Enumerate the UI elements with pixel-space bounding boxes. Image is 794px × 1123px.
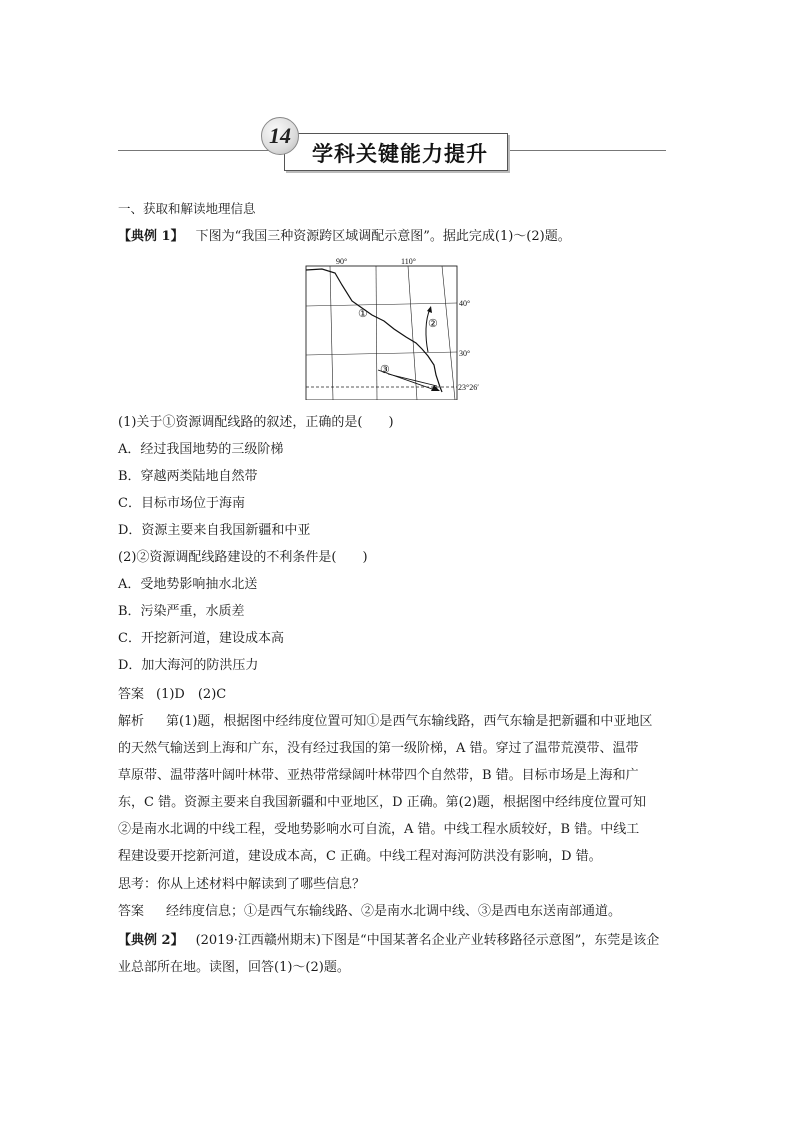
- coastline: [306, 269, 442, 392]
- q1-stem: (1)关于①资源调配线路的叙述，正确的是( ): [118, 415, 394, 430]
- route-label-2: ②: [428, 318, 438, 330]
- lat-label-40: 40°: [459, 299, 471, 308]
- analysis-line: 程建设要开挖新河道，建设成本高，C 正确。中线工程对海河防洪没有影响，D 错。: [118, 849, 602, 864]
- lon-label-110: 110°: [401, 257, 416, 266]
- header-rule-left: [118, 150, 286, 151]
- analysis-label: 解析: [118, 714, 145, 729]
- q2-stem: (2)②资源调配线路建设的不利条件是( ): [118, 550, 368, 565]
- parallel-line: [306, 303, 457, 306]
- route-3-line-b: [388, 374, 437, 386]
- resource-allocation-map: [300, 255, 500, 400]
- think-text: 你从上述材料中解读到了哪些信息？: [157, 877, 366, 892]
- analysis-line: 东，C 错。资源主要来自我国新疆和中亚地区，D 正确。第(2)题，根据图中经纬度位置可知: [118, 795, 647, 810]
- example2-line-2: 业总部所在地。读图，回答(1)～(2)题。: [118, 960, 350, 975]
- answer2-line: [118, 903, 621, 921]
- answer2-label: 答案: [118, 904, 145, 919]
- q1-option-a: A．经过我国地势的三级阶梯: [118, 442, 284, 457]
- lat-label-tropic: 23°26′: [458, 383, 479, 392]
- example1-intro-line: [118, 228, 571, 246]
- route-label-3: ③: [380, 364, 390, 376]
- section-number-badge: 14: [261, 117, 299, 155]
- analysis-text: 第(1)题，根据图中经纬度位置可知①是西气东输线路，西气东输是把新疆和中亚地区: [166, 714, 653, 729]
- example1-intro: 下图为“我国三种资源跨区域调配示意图”。据此完成(1)～(2)题。: [195, 229, 571, 244]
- q2-option-c: C．开挖新河道，建设成本高: [118, 631, 284, 646]
- analysis-line: 的天然气输送到上海和广东，没有经过我国的第一级阶梯，A 错。穿过了温带荒漠带、温带: [118, 741, 639, 756]
- meridian-line: [442, 266, 455, 400]
- route-2-arrowhead: [427, 306, 432, 313]
- section-title: 学科关键能力提升: [312, 142, 488, 166]
- meridian-line: [376, 266, 377, 400]
- analysis-line: 草原带、温带落叶阔叶林带、亚热带常绿阔叶林带四个自然带，B 错。目标市场是上海和广: [118, 768, 639, 783]
- example2-text: (2019·江西赣州期末)下图是“中国某著名企业产业转移路径示意图”，东莞是该企: [195, 933, 660, 948]
- q1-option-b: B．穿越两类陆地自然带: [118, 469, 258, 484]
- header-rule-right: [506, 150, 666, 151]
- think-label: 思考：: [118, 877, 158, 892]
- analysis-line: ②是南水北调的中线工程，受地势影响水可自流，A 错。中线工程水质较好，B 错。中线工: [118, 822, 640, 837]
- q2-option-a: A．受地势影响抽水北送: [118, 577, 258, 592]
- answer-label: 答案: [118, 687, 145, 702]
- lon-label-90: 90°: [336, 257, 348, 266]
- lat-label-30: 30°: [459, 349, 471, 358]
- answer-line: [118, 686, 226, 704]
- answer2-text: 经纬度信息；①是西气东输线路、②是南水北调中线、③是西电东送南部通道。: [166, 904, 622, 919]
- q1-option-d: D．资源主要来自我国新疆和中亚: [118, 523, 311, 538]
- route-label-1: ①: [358, 308, 368, 320]
- q1-option-c: C．目标市场位于海南: [118, 496, 245, 511]
- answer-text: (1)D (2)C: [156, 687, 227, 702]
- think-line: [118, 876, 365, 894]
- q2-option-d: D．加大海河的防洪压力: [118, 658, 259, 673]
- parallel-line: [306, 352, 457, 355]
- analysis-line: [118, 713, 652, 731]
- q2-option-b: B．污染严重，水质差: [118, 604, 245, 619]
- meridian-line: [330, 266, 333, 400]
- route-2-line: [426, 309, 430, 352]
- example2-line-1: [118, 932, 659, 950]
- example1-label: 【典例 1】: [118, 229, 184, 244]
- section-heading: 一、获取和解读地理信息: [118, 201, 256, 216]
- map-frame: [306, 266, 457, 400]
- example2-label: 【典例 2】: [118, 933, 184, 948]
